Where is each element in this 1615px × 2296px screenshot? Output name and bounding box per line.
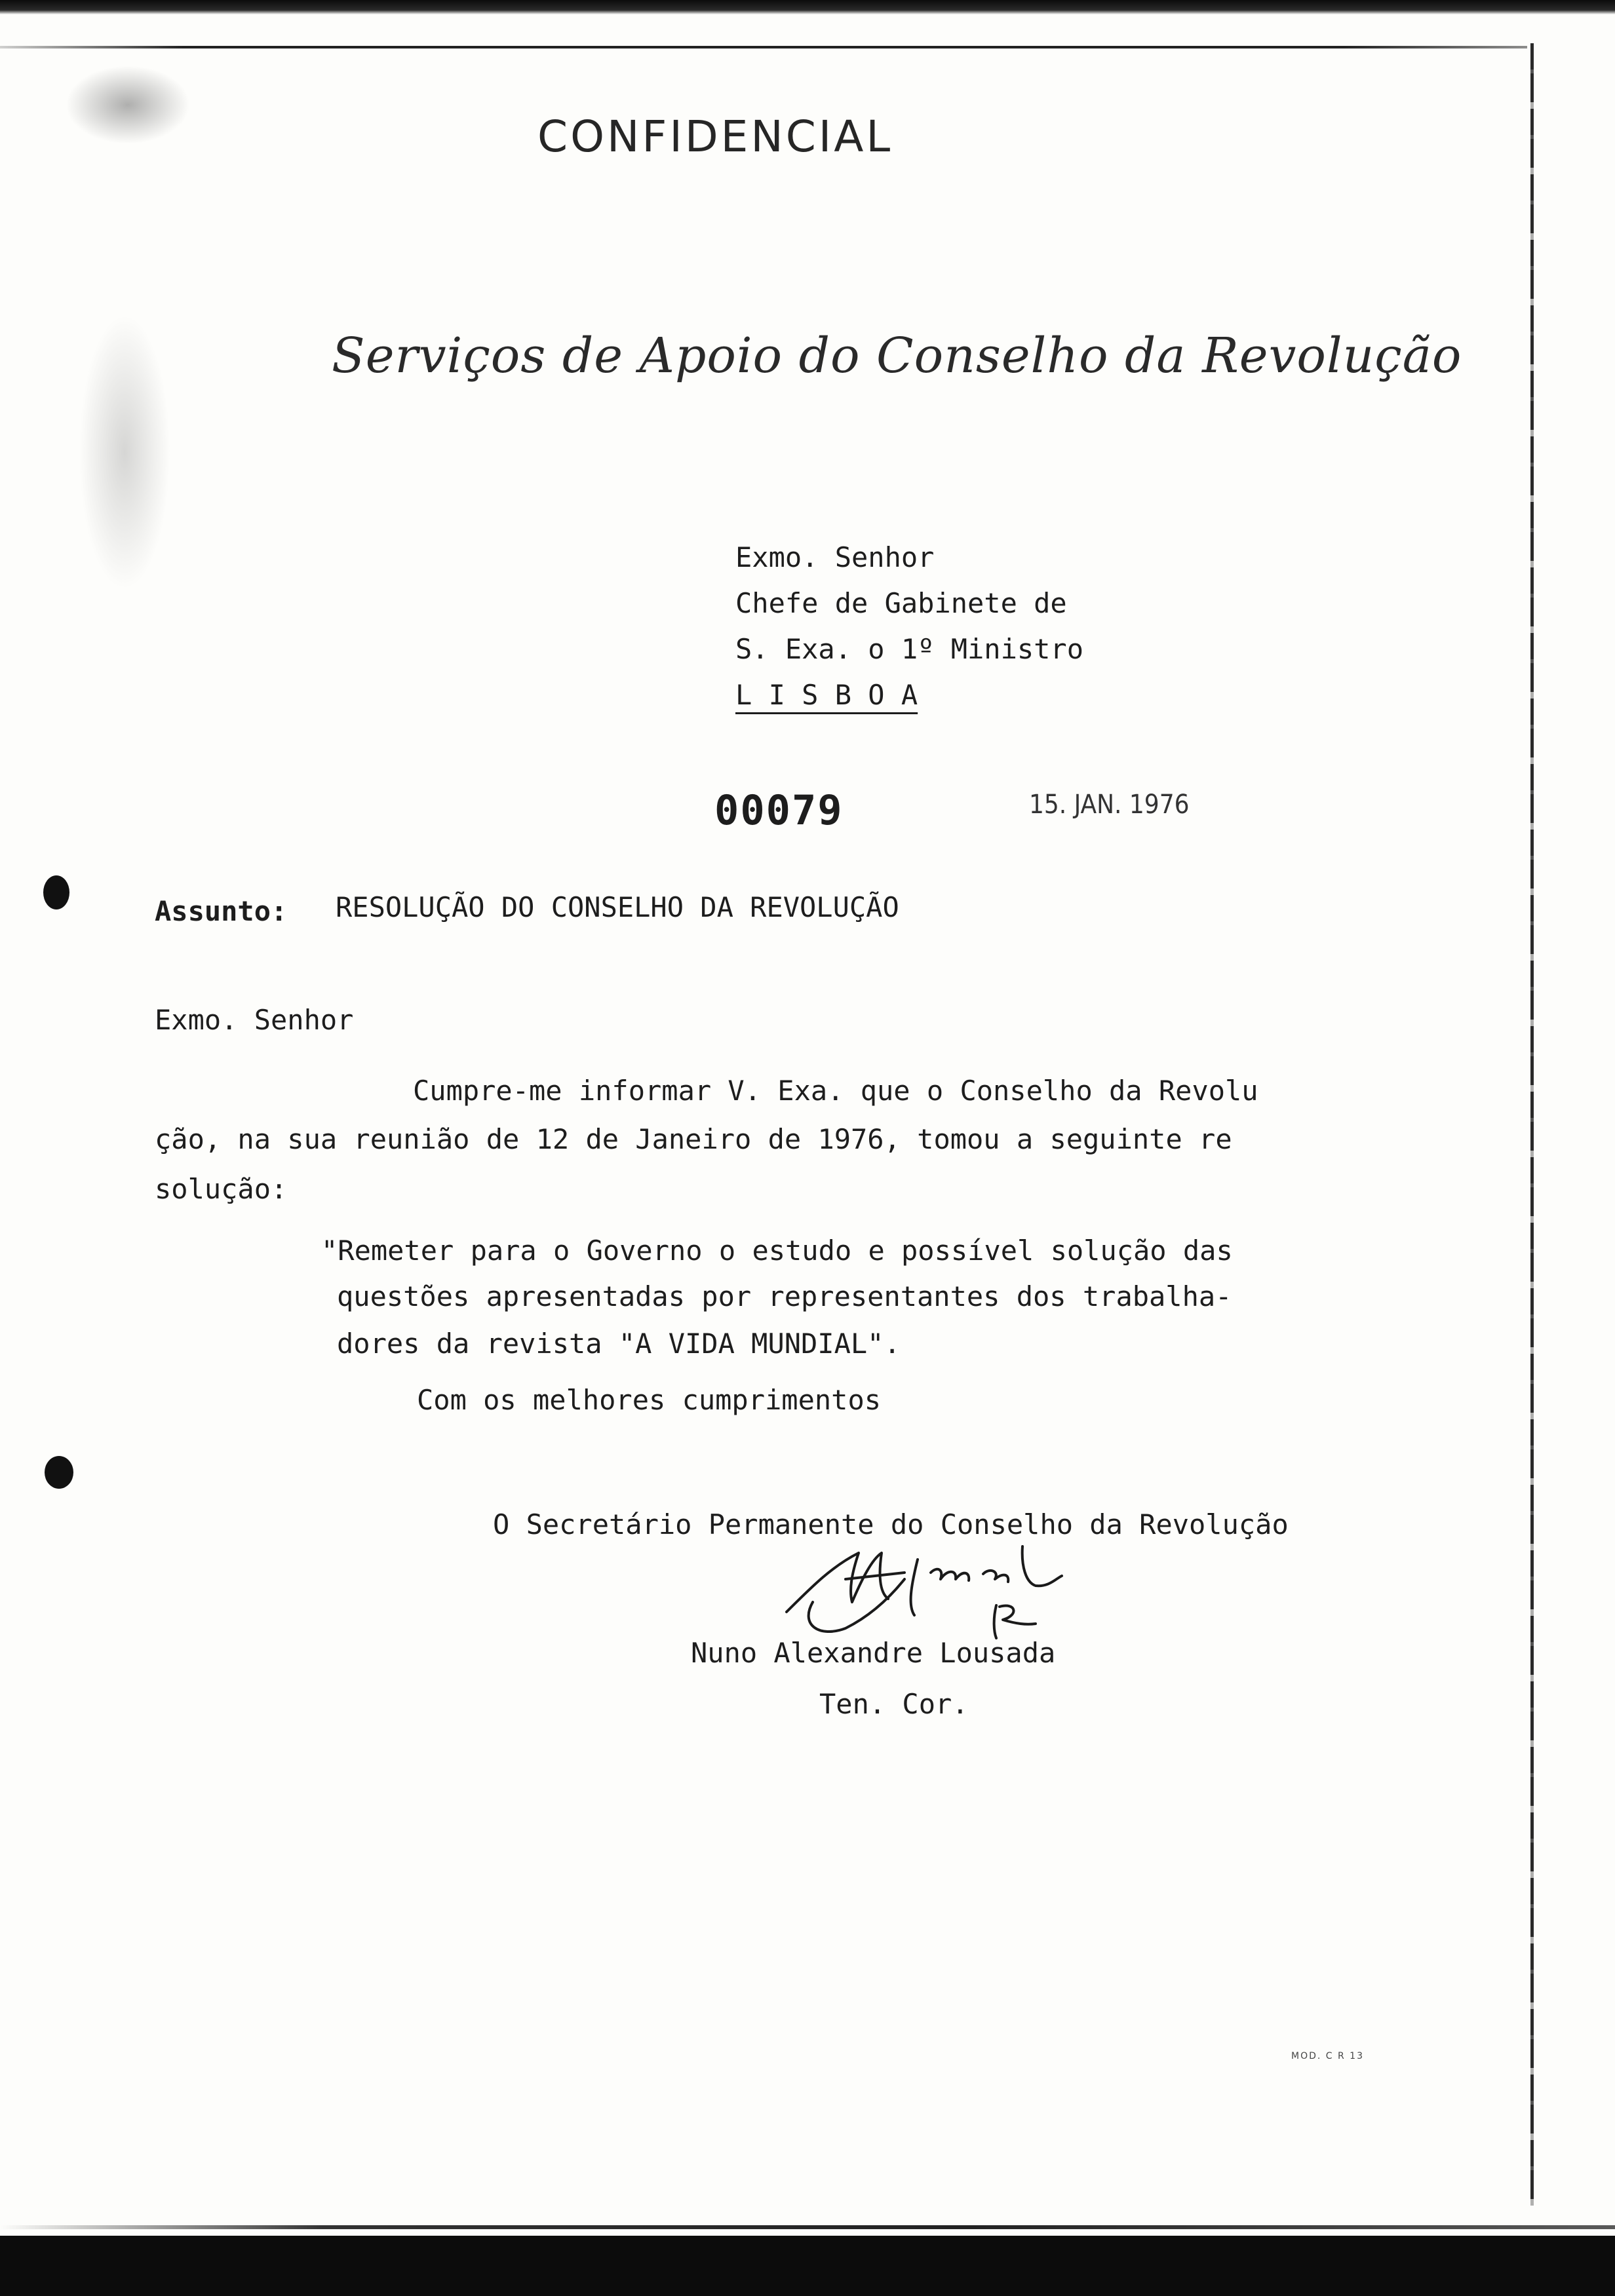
scan-edge-right <box>1530 43 1534 2206</box>
scan-smudge <box>66 66 190 144</box>
quote-line-3: dores da revista "A VIDA MUNDIAL". <box>337 1328 901 1360</box>
subject-label: Assunto: <box>155 895 288 927</box>
signatory-name: Nuno Alexandre Lousada <box>691 1637 1056 1669</box>
paragraph-line-1: Cumpre-me informar V. Exa. que o Conselho da Revolu <box>413 1075 1258 1107</box>
scan-smudge <box>79 315 170 590</box>
scan-rule-bottom <box>0 2225 1615 2229</box>
date-stamp: 15. JAN. 1976 <box>1029 790 1190 820</box>
quote-line-1: "Remeter para o Governo o estudo e possível solução das <box>321 1234 1233 1267</box>
punch-hole-mark <box>43 875 69 909</box>
classification-heading: CONFIDENCIAL <box>537 111 893 162</box>
scan-rule-top <box>0 46 1527 48</box>
reference-number: 00079 <box>714 786 844 834</box>
addressee-line-3: S. Exa. o 1º Ministro <box>735 633 1084 665</box>
addressee-line-2: Chefe de Gabinete de <box>735 587 1067 619</box>
closing: Com os melhores cumprimentos <box>417 1384 882 1416</box>
salutation: Exmo. Senhor <box>155 1004 354 1036</box>
letterhead: Serviços de Apoio do Conselho da Revolução <box>332 328 1462 384</box>
paragraph-line-2: ção, na sua reunião de 12 de Janeiro de 1976, tomou a seguinte re <box>155 1123 1232 1155</box>
quote-line-2: questões apresentadas por representantes dos trabalha- <box>337 1280 1232 1312</box>
addressee-line-1: Exmo. Senhor <box>735 541 935 573</box>
subject-text: RESOLUÇÃO DO CONSELHO DA REVOLUÇÃO <box>336 891 899 923</box>
scan-edge-bottom <box>0 2236 1615 2296</box>
signatory-rank: Ten. Cor. <box>819 1688 969 1720</box>
punch-hole-mark <box>45 1456 73 1489</box>
paragraph-line-3: solução: <box>155 1173 288 1205</box>
scan-edge-top <box>0 0 1615 14</box>
signatory-title: O Secretário Permanente do Conselho da Revolução <box>493 1508 1289 1540</box>
addressee-city: L I S B O A <box>735 679 918 711</box>
handwritten-signature <box>773 1533 1140 1645</box>
form-code: MOD. C R 13 <box>1291 2051 1364 2061</box>
